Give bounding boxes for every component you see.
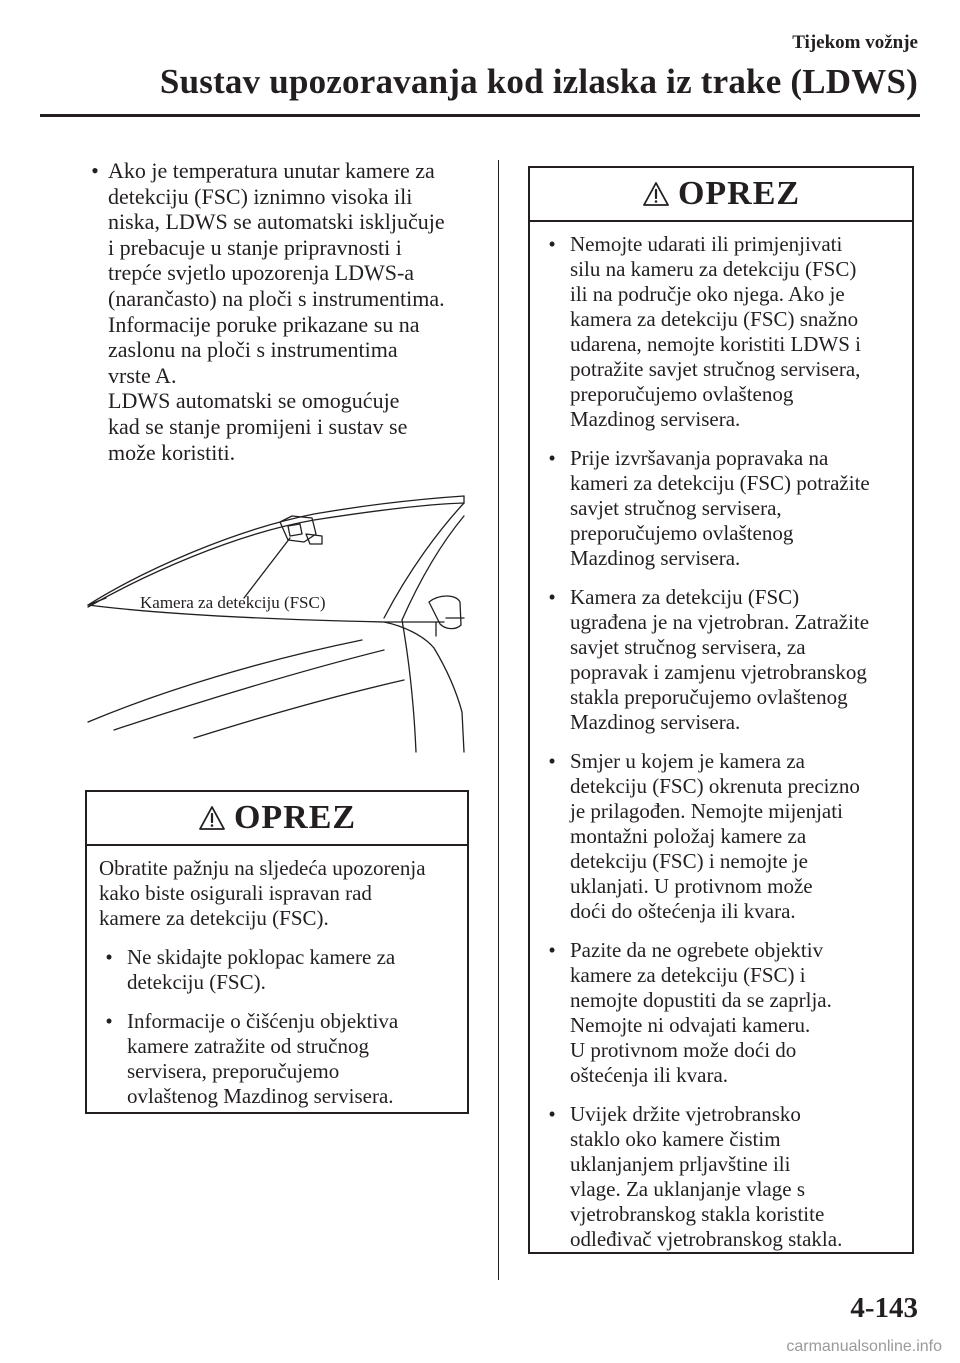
text-line: Informacije poruke prikazane su na: [108, 311, 420, 337]
column-divider: [498, 160, 499, 1280]
text-line: Pazite da ne ogrebete objektiv: [570, 938, 824, 962]
page-title: Sustav upozoravanja kod izlaska iz trake (LDWS): [159, 62, 918, 101]
caution-item: [542, 446, 904, 571]
text-line: kamere za detekciju (FSC) i: [570, 963, 806, 987]
bullet-icon: •: [548, 446, 556, 470]
text-line: udarena, nemojte koristiti LDWS i: [570, 332, 862, 356]
text-line: ili na područje oko njega. Ako je: [570, 282, 845, 306]
caution-body: [87, 846, 467, 1109]
caution-title: OPREZ: [677, 175, 801, 212]
text-line: i prebacuje u stanje pripravnosti i: [108, 234, 402, 260]
caution-item: [542, 232, 904, 432]
text-line: nemojte dopustiti da se zaprlja.: [570, 988, 832, 1012]
text-line: kamere za detekciju (FSC).: [99, 906, 329, 930]
section-label: Tijekom vožnje: [792, 32, 918, 53]
page-number: 4-143: [850, 1292, 918, 1324]
bullet-icon: •: [105, 1009, 113, 1033]
caution-item: [99, 945, 467, 995]
text-line: oštećenja ili kvara.: [570, 1063, 729, 1087]
text-line: Prije izvršavanja popravaka na: [570, 446, 829, 470]
header-rule: [40, 114, 920, 117]
caution-item: [99, 1009, 467, 1109]
text-line: kad se stanje promijeni i sustav se: [108, 413, 408, 439]
text-line: uklanjanjem prljavštine ili: [570, 1152, 791, 1176]
text-line: Smjer u kojem je kamera za: [570, 749, 805, 773]
caution-box-left: [85, 790, 469, 1114]
caution-header: [530, 168, 912, 222]
bullet-icon: •: [548, 1102, 556, 1126]
text-line: Nemojte ni odvajati kameru.: [570, 1013, 811, 1037]
text-line: potražite savjet stručnog servisera,: [570, 357, 861, 381]
text-line: servisera, preporučujemo: [127, 1059, 340, 1083]
text-line: trepće svjetlo upozorenja LDWS-a: [108, 260, 415, 286]
caution-header: [87, 792, 467, 846]
bullet-icon: •: [105, 945, 113, 969]
text-line: odleđivač vjetrobranskog stakla.: [570, 1227, 843, 1251]
text-line: uklanjati. U protivnom može: [570, 874, 813, 898]
warning-triangle-icon: [198, 805, 226, 831]
watermark-text: carmanualsonline.info: [786, 1338, 942, 1355]
warning-triangle-icon: [642, 181, 670, 207]
text-line: detekciju (FSC) okrenuta precizno: [570, 774, 860, 798]
caution-body: [530, 222, 912, 1252]
caution-box-right: [528, 166, 914, 1254]
text-line: kamere zatražite od stručnog: [127, 1034, 369, 1058]
bullet-icon: •: [548, 232, 556, 256]
caution-item: [542, 1102, 904, 1252]
caution-item: [542, 938, 904, 1088]
text-line: savjet stručnog servisera, za: [570, 635, 806, 659]
caution-intro: [99, 856, 467, 931]
bullet-icon: •: [91, 158, 99, 183]
text-line: Mazdinog servisera.: [570, 546, 741, 570]
caution-item: [542, 585, 904, 735]
text-line: vrste A.: [108, 362, 177, 388]
bullet-icon: •: [548, 585, 556, 609]
text-line: Ako je temperatura unutar kamere za: [108, 158, 435, 183]
text-line: zaslonu na ploči s instrumentima: [108, 337, 398, 363]
text-line: može koristiti.: [108, 439, 236, 465]
text-line: LDWS automatski se omogućuje: [108, 388, 400, 414]
text-line: preporučujemo ovlaštenog: [570, 521, 794, 545]
text-line: Ne skidajte poklopac kamere za: [127, 945, 396, 969]
text-line: Informacije o čišćenju objektiva: [127, 1009, 399, 1033]
text-line: Kamera za detekciju (FSC): [570, 585, 800, 609]
text-line: ugrađena je na vjetrobran. Zatražite: [570, 610, 870, 634]
windshield-camera-illustration: [84, 490, 469, 755]
text-line: silu na kameru za detekciju (FSC): [570, 257, 857, 281]
text-line: Nemojte udarati ili primjenjivati: [570, 232, 843, 256]
text-line: Mazdinog servisera.: [570, 710, 741, 734]
text-line: montažni položaj kamere za: [570, 824, 807, 848]
car-windshield-drawing: [84, 490, 469, 755]
text-line: Uvijek držite vjetrobransko: [570, 1102, 801, 1126]
text-line: Obratite pažnju na sljedeća upozorenja: [99, 856, 426, 880]
text-line: vlage. Za uklanjanje vlage s: [570, 1177, 805, 1201]
bullet-icon: •: [548, 749, 556, 773]
text-line: detekciju (FSC).: [127, 970, 266, 994]
text-line: Mazdinog servisera.: [570, 407, 741, 431]
text-line: staklo oko kamere čistim: [570, 1127, 781, 1151]
temperature-note-text: [108, 158, 474, 465]
text-line: ovlaštenog Mazdinog servisera.: [127, 1084, 394, 1108]
temperature-note: [84, 158, 474, 465]
camera-callout-label: Kamera za detekciju (FSC): [140, 593, 326, 612]
text-line: je prilagođen. Nemojte mijenjati: [570, 799, 843, 823]
text-line: kako biste osigurali ispravan rad: [99, 881, 372, 905]
caution-item: [542, 749, 904, 924]
text-line: kameri za detekciju (FSC) potražite: [570, 471, 870, 495]
text-line: popravak i zamjenu vjetrobranskog: [570, 660, 867, 684]
text-line: stakla preporučujemo ovlaštenog: [570, 685, 848, 709]
text-line: niska, LDWS se automatski isključuje: [108, 209, 445, 235]
text-line: preporučujemo ovlaštenog: [570, 382, 794, 406]
bullet-icon: •: [548, 938, 556, 962]
text-line: vjetrobranskog stakla koristite: [570, 1202, 825, 1226]
text-line: (narančasto) na ploči s instrumentima.: [108, 285, 445, 311]
text-line: detekciju (FSC) iznimno visoka ili: [108, 183, 413, 209]
text-line: U protivnom može doći do: [570, 1038, 797, 1062]
text-line: doći do oštećenja ili kvara.: [570, 899, 796, 923]
caution-title: OPREZ: [233, 799, 357, 836]
text-line: kamera za detekciju (FSC) snažno: [570, 307, 859, 331]
text-line: detekciju (FSC) i nemojte je: [570, 849, 808, 873]
text-line: savjet stručnog servisera,: [570, 496, 782, 520]
